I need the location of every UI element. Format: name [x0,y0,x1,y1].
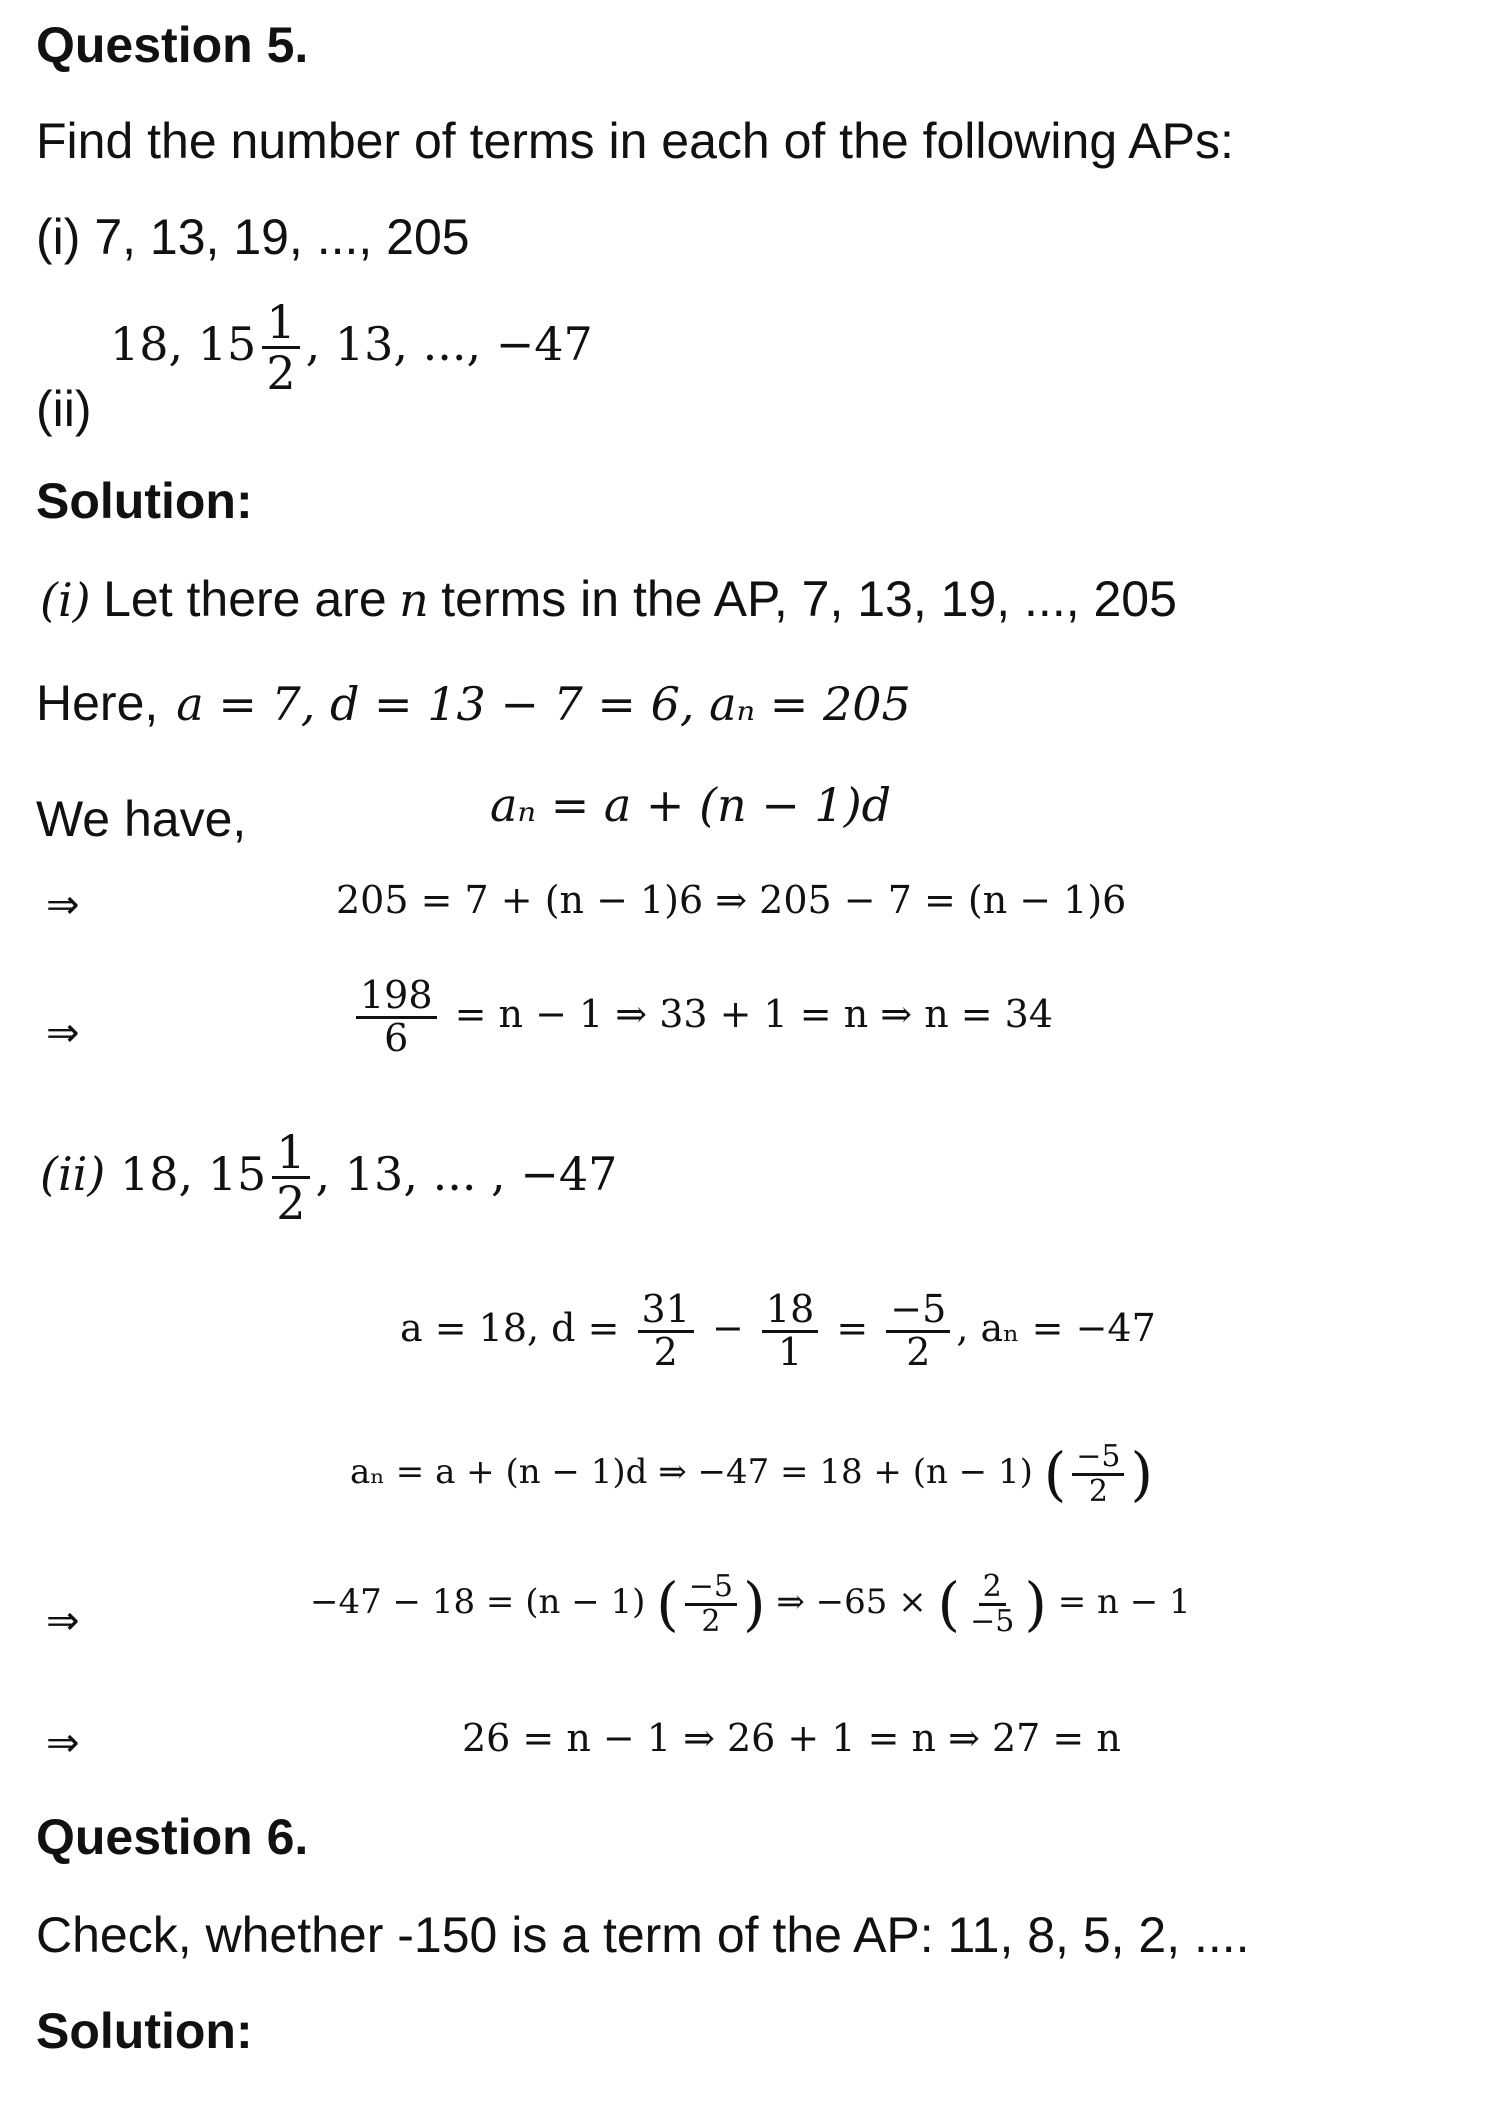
step-1: 205 = 7 + (n − 1)6 ⇒ 205 − 7 = (n − 1)6 [336,878,1127,922]
ap-formula: aₙ = a + (n − 1)d [490,778,892,832]
question-5-part-i [36,208,470,266]
fraction-31-over-2: $\frac{31}{2}$ [638,1290,694,1373]
fraction-minus5-over-2: $\frac{-5}{2}$ [886,1290,950,1373]
variable-n: n [399,573,429,627]
fraction-minus5-over-2: $\frac{-5}{2}$ [685,1571,737,1637]
part-i-sequence: 7, 13, 19, ..., 205 [94,209,470,265]
implies-arrow-4: ⇒ [46,1720,80,1766]
ii-line-1: a = 18, d = $\frac{31}{2}$ − $\frac{18}{1}$ = $\frac{-5}{2}$ , aₙ = −47 [400,1287,1156,1374]
we-have-label: We have, [36,791,247,847]
implies-arrow-2: ⇒ [46,1010,80,1056]
step-2: $\frac{198}{6}$ = n − 1 ⇒ 33 + 1 = n ⇒ n = 34 [350,976,1053,1059]
ii-line-4: 26 = n − 1 ⇒ 26 + 1 = n ⇒ 27 = n [462,1716,1121,1760]
question-5-prompt: Find the number of terms in each of the following APs: [36,113,1234,169]
fraction-minus5-over-2: $\frac{-5}{2}$ [1072,1441,1124,1507]
here-line: Here, a = 7, d = 13 − 7 = 6, aₙ = 205 [36,675,911,731]
implies-arrow-3: ⇒ [46,1598,80,1644]
fraction-198-over-6: $\frac{198}{6}$ [356,976,437,1059]
question-6-prompt: Check, whether -150 is a term of the AP: 11, 8, 5, 2, .... [36,1907,1250,1963]
solution-ii-sequence: (ii) 18, 15 $\frac{1}{2}$ , 13, ... , −47 [40,1125,618,1231]
solution-i-intro: (i) Let there are n terms in the AP, 7, 13, 19, ..., 205 [40,571,1177,627]
here-math: a = 7, d = 13 − 7 = 6, aₙ = 205 [176,677,911,731]
ii-line-3: −47 − 18 = (n − 1) ( $\frac{-5}{2}$ ) ⇒ −65 × ( $\frac{2}{-5}$ ) = n − 1 [310,1569,1191,1639]
fraction-18-over-1: $\frac{18}{1}$ [762,1290,818,1373]
solution-5-heading: Solution: [36,473,253,529]
fraction-2-over-minus5: $\frac{2}{-5}$ [970,1569,1015,1639]
part-ii-sequence: 18, 15 $\frac{1}{2}$ , 13, ..., −47 [110,295,593,401]
solution-i-label: (i) [40,573,91,627]
implies-arrow-1: ⇒ [46,882,80,928]
solution-ii-label: (ii) [40,1146,106,1201]
part-ii-label: (ii) [36,381,92,437]
question-5-heading: Question 5. [36,17,309,73]
ii-line-2: aₙ = a + (n − 1)d ⇒ −47 = 18 + (n − 1) ( $\frac{-5}{2}$ ) [350,1439,1154,1509]
question-6-heading: Question 6. [36,1809,309,1865]
solution-6-heading: Solution: [36,2003,253,2059]
part-i-label: (i) [36,209,81,265]
fraction-one-half: $\frac{1}{2}$ [272,1128,309,1228]
fraction-one-half: $\frac{1}{2}$ [262,298,299,398]
